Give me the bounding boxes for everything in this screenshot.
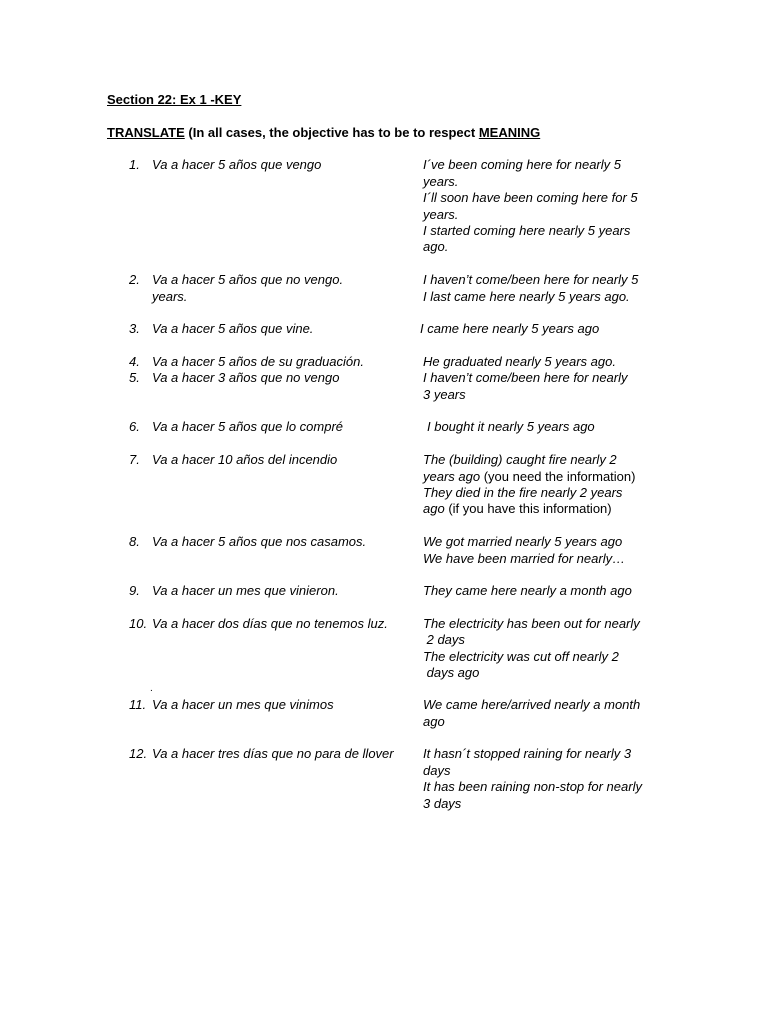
item-number: 5. <box>129 370 140 385</box>
item-number: 8. <box>129 534 140 549</box>
item-number: 11. <box>129 697 147 712</box>
english-translation-part: ago <box>423 501 445 516</box>
translation-note: (if you have this information) <box>444 501 612 516</box>
english-translation: I last came here nearly 5 years ago. <box>423 289 630 304</box>
spanish-sentence: Va a hacer dos días que no tenemos luz. <box>152 616 388 631</box>
spanish-sentence: Va a hacer tres días que no para de llover <box>152 746 394 761</box>
spanish-sentence: Va a hacer 5 años que vine. <box>152 321 314 336</box>
item-number: 10. <box>129 616 148 631</box>
english-translation: I´ve been coming here for nearly 5 <box>423 157 621 172</box>
english-translation: We got married nearly 5 years ago <box>423 534 623 549</box>
spanish-sentence: Va a hacer 10 años del incendio <box>152 452 338 467</box>
stray-mark: . <box>150 683 153 694</box>
english-translation: days ago <box>423 665 480 680</box>
english-translation <box>423 501 612 517</box>
english-translation: He graduated nearly 5 years ago. <box>423 354 616 369</box>
english-translation: The electricity was cut off nearly 2 <box>423 649 619 664</box>
spanish-sentence: Va a hacer 5 años que lo compré <box>152 419 344 434</box>
english-translation: 2 days <box>423 632 465 647</box>
english-translation: I haven’t come/been here for nearly 5 <box>423 272 639 287</box>
english-translation: ago <box>423 714 445 729</box>
english-translation: I haven’t come/been here for nearly <box>423 370 628 385</box>
english-translation: I´ll soon have been coming here for 5 <box>423 190 638 205</box>
english-translation: It has been raining non-stop for nearly <box>423 779 642 794</box>
english-translation <box>423 469 635 485</box>
item-number: 3. <box>129 321 140 336</box>
english-translation: I started coming here nearly 5 years <box>423 223 631 238</box>
item-number: 7. <box>129 452 140 467</box>
spanish-sentence: Va a hacer un mes que vinieron. <box>152 583 339 598</box>
spanish-sentence: Va a hacer 3 años que no vengo <box>152 370 340 385</box>
english-translation: They came here nearly a month ago <box>423 583 632 598</box>
translation-note: (you need the information) <box>480 469 636 484</box>
item-number: 12. <box>129 746 148 761</box>
english-translation: We came here/arrived nearly a month <box>423 697 641 712</box>
english-translation: The (building) caught fire nearly 2 <box>423 452 617 467</box>
spanish-sentence: Va a hacer 5 años que vengo <box>152 157 322 172</box>
spanish-sentence: Va a hacer 5 años que no vengo. <box>152 272 344 287</box>
english-translation: I came here nearly 5 years ago <box>420 321 600 336</box>
item-number: 6. <box>129 419 140 434</box>
english-translation: 3 years <box>423 387 466 402</box>
item-number: 2. <box>129 272 140 287</box>
item-number: 1. <box>129 157 140 172</box>
english-translation: I bought it nearly 5 years ago <box>427 419 595 434</box>
spanish-sentence: Va a hacer 5 años de su graduación. <box>152 354 364 369</box>
english-translation-part: years ago <box>423 469 481 484</box>
spanish-sentence: years. <box>152 289 188 304</box>
instruction-label: TRANSLATE <box>107 125 185 140</box>
english-translation: 3 days <box>423 796 462 811</box>
english-translation: It hasn´t stopped raining for nearly 3 <box>423 746 632 761</box>
spanish-sentence: Va a hacer un mes que vinimos <box>152 697 334 712</box>
english-translation: years. <box>423 207 459 222</box>
instruction-emphasis: MEANING <box>478 125 541 140</box>
item-number: 9. <box>129 583 140 598</box>
instruction-text: (In all cases, the objective has to be to respect <box>184 125 479 140</box>
english-translation: We have been married for nearly… <box>423 551 626 566</box>
item-number: 4. <box>129 354 140 369</box>
english-translation: years. <box>423 174 459 189</box>
english-translation: days <box>423 763 451 778</box>
english-translation: ago. <box>423 239 449 254</box>
instruction-line <box>107 125 540 141</box>
english-translation: They died in the fire nearly 2 years <box>423 485 623 500</box>
spanish-sentence: Va a hacer 5 años que nos casamos. <box>152 534 367 549</box>
section-title: Section 22: Ex 1 -KEY <box>107 92 242 107</box>
english-translation: The electricity has been out for nearly <box>423 616 640 631</box>
